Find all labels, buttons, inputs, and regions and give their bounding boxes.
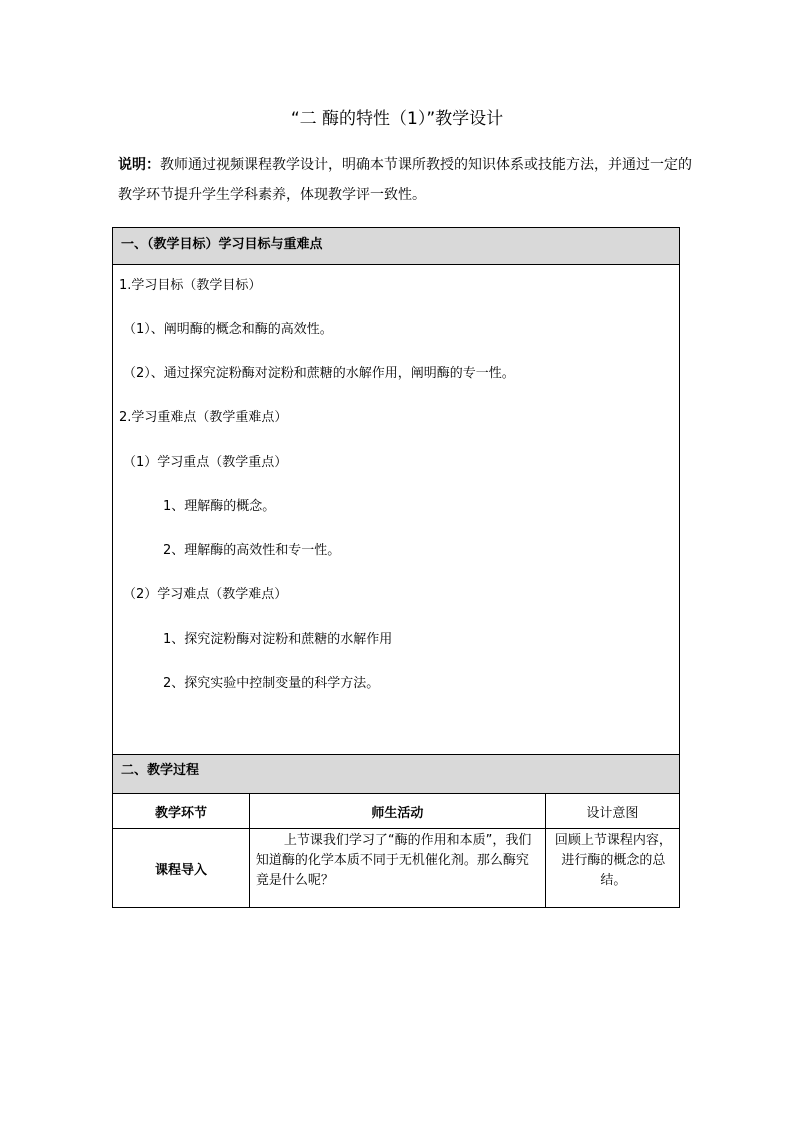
process-table bbox=[112, 793, 680, 908]
column-header: 师生活动 bbox=[249, 794, 545, 829]
key-points-subheading: （1）学习重点（教学重点） bbox=[123, 455, 288, 470]
section1-header: 一、（教学目标）学习目标与重难点 bbox=[112, 227, 680, 265]
intro-paragraph bbox=[118, 150, 698, 210]
objective-heading: 1.学习目标（教学目标） bbox=[119, 278, 262, 293]
activity-cell: 上节课我们学习了“酶的作用和本质”，我们知道酶的化学本质不同于无机催化剂。那么酶究竟是什么呢？ bbox=[249, 829, 545, 908]
intro-label: 说明： bbox=[118, 157, 160, 173]
column-header: 教学环节 bbox=[113, 794, 250, 829]
document-title: “二 酶的特性（1）”教学设计 bbox=[290, 109, 504, 129]
key-point-item: 2、理解酶的高效性和专一性。 bbox=[163, 543, 341, 558]
section2-header: 二、教学过程 bbox=[112, 754, 680, 794]
objective-item: （2）、通过探究淀粉酶对淀粉和蔗糖的水解作用，阐明酶的专一性。 bbox=[123, 366, 515, 381]
difficulty-item: 2、探究实验中控制变量的科学方法。 bbox=[163, 676, 380, 691]
table-row bbox=[113, 829, 680, 908]
column-header: 设计意图 bbox=[545, 794, 679, 829]
objective-item: （1）、阐明酶的概念和酶的高效性。 bbox=[123, 322, 333, 337]
stage-cell: 课程导入 bbox=[113, 829, 250, 908]
table-header-row bbox=[113, 794, 680, 829]
key-point-item: 1、理解酶的概念。 bbox=[163, 499, 276, 514]
key-points-heading: 2.学习重难点（教学重难点） bbox=[119, 410, 288, 425]
intent-cell: 回顾上节课程内容，进行酶的概念的总结。 bbox=[545, 829, 679, 908]
difficulty-subheading: （2）学习难点（教学难点） bbox=[123, 587, 288, 602]
intro-text: 教师通过视频课程教学设计，明确本节课所教授的知识体系或技能方法，并通过一定的教学环节提升学生学科素养，体现教学评一致性。 bbox=[118, 157, 692, 203]
difficulty-item: 1、探究淀粉酶对淀粉和蔗糖的水解作用 bbox=[163, 632, 393, 647]
section1-body bbox=[112, 264, 680, 755]
